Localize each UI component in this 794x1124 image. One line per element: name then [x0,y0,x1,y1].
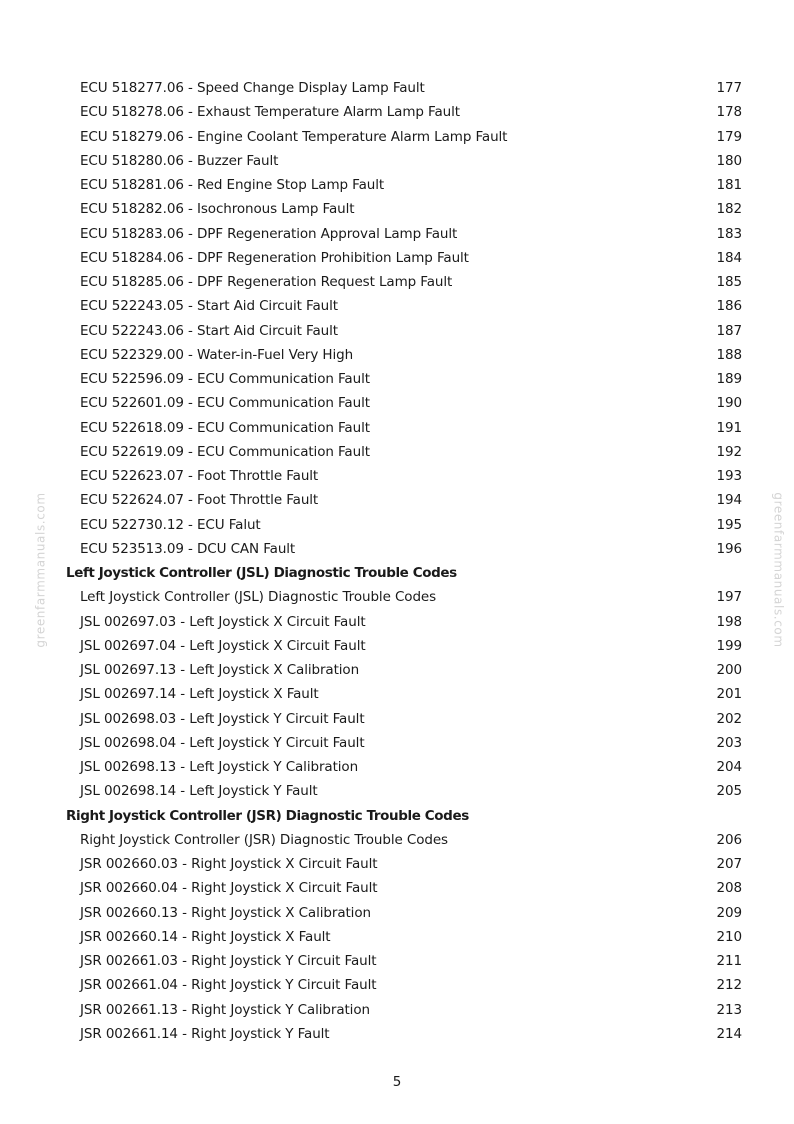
toc-page-number: 208 [716,880,742,897]
toc-page-number: 200 [716,662,742,679]
toc-page-number: 201 [716,686,742,703]
toc-page-number: 182 [716,201,742,218]
toc-entry[interactable] [66,755,742,779]
toc-page-number: 191 [716,419,742,436]
toc-entry[interactable] [66,464,742,488]
toc-entry[interactable] [66,901,742,925]
toc-page-number: 203 [716,734,742,751]
toc-entry-title: ECU 518280.06 - Buzzer Fault [80,152,279,169]
toc-entry-title: ECU 522619.09 - ECU Communication Fault [80,443,370,460]
toc-page-number: 198 [716,613,742,630]
toc-entry-title: ECU 522601.09 - ECU Communication Fault [80,395,370,412]
toc-entry[interactable] [66,973,742,997]
toc-page-number: 199 [716,637,742,654]
toc-entry-title: ECU 518277.06 - Speed Change Display Lamp Fault [80,80,425,97]
toc-entry-title: ECU 518278.06 - Exhaust Temperature Alarm Lamp Fault [80,104,460,121]
toc-entry[interactable] [66,1022,742,1046]
toc-entry-title: ECU 522243.06 - Start Aid Circuit Fault [80,322,338,339]
watermark-left: greenfarmmanuals.com [33,492,48,648]
toc-page-number: 213 [716,1001,742,1018]
toc-entry-title: JSL 002698.04 - Left Joystick Y Circuit Fault [80,734,365,751]
toc-page-number: 193 [716,468,742,485]
toc-entry-title: ECU 518283.06 - DPF Regeneration Approval Lamp Fault [80,225,458,242]
toc-entry[interactable] [66,828,742,852]
toc-entry[interactable] [66,222,742,246]
toc-entry[interactable] [66,876,742,900]
toc-page-number: 187 [716,322,742,339]
toc-entry[interactable] [66,343,742,367]
toc-entry[interactable] [66,294,742,318]
toc-section-heading[interactable] [66,561,742,585]
toc-entry[interactable] [66,585,742,609]
toc-entry[interactable] [66,537,742,561]
toc-entry-title: JSL 002697.13 - Left Joystick X Calibration [80,662,360,679]
toc-entry-title: JSL 002698.03 - Left Joystick Y Circuit Fault [80,710,365,727]
toc-entry-title: JSL 002697.04 - Left Joystick X Circuit Fault [80,637,366,654]
toc-entry[interactable] [66,173,742,197]
toc-page-number: 209 [716,904,742,921]
toc-entry-title: JSR 002661.03 - Right Joystick Y Circuit Fault [80,953,377,970]
toc-entry[interactable] [66,488,742,512]
toc-entry-title: JSR 002660.04 - Right Joystick X Circuit Fault [80,880,378,897]
toc-entry-title: JSR 002660.03 - Right Joystick X Circuit Fault [80,856,378,873]
toc-page-number: 214 [716,1025,742,1042]
toc-entry-title: ECU 522624.07 - Foot Throttle Fault [80,492,319,509]
page-number: 5 [392,1074,402,1090]
toc-page-number: 186 [716,298,742,315]
toc-page-number: 212 [716,977,742,994]
toc-page-number: 205 [716,783,742,800]
toc-page-number: 194 [716,492,742,509]
toc-entry[interactable] [66,658,742,682]
toc-entry-title: ECU 518284.06 - DPF Regeneration Prohibition Lamp Fault [80,249,469,266]
toc-page-number: 210 [716,928,742,945]
toc-entry[interactable] [66,270,742,294]
toc-entry-title: ECU 518282.06 - Isochronous Lamp Fault [80,201,355,218]
toc-entry-title: JSL 002698.13 - Left Joystick Y Calibration [80,759,359,776]
toc-entry-title: JSR 002660.14 - Right Joystick X Fault [80,928,331,945]
toc-page-number: 192 [716,443,742,460]
toc-entry[interactable] [66,440,742,464]
toc-entry[interactable] [66,513,742,537]
toc-entry[interactable] [66,634,742,658]
toc-entry-title: JSL 002698.14 - Left Joystick Y Fault [80,783,318,800]
toc-page-number: 177 [716,80,742,97]
toc-entry[interactable] [66,367,742,391]
toc-page-number: 197 [716,589,742,606]
toc-page-number: 180 [716,152,742,169]
toc-entry-title: JSR 002661.13 - Right Joystick Y Calibration [80,1001,370,1018]
toc-entry-title: ECU 518281.06 - Red Engine Stop Lamp Fault [80,177,385,194]
toc-entry[interactable] [66,319,742,343]
toc-entry[interactable] [66,949,742,973]
toc-heading-title: Right Joystick Controller (JSR) Diagnostic Trouble Codes [66,807,469,824]
toc-entry-title: Left Joystick Controller (JSL) Diagnostic Trouble Codes [80,589,437,606]
toc-page-number: 188 [716,346,742,363]
toc-entry[interactable] [66,779,742,803]
toc-entry-title: ECU 518279.06 - Engine Coolant Temperature Alarm Lamp Fault [80,128,508,145]
toc-page-number: 206 [716,831,742,848]
toc-entry-title: Right Joystick Controller (JSR) Diagnostic Trouble Codes [80,831,448,848]
toc-entry[interactable] [66,197,742,221]
toc-page-number: 184 [716,249,742,266]
toc-entry-title: ECU 523513.09 - DCU CAN Fault [80,540,296,557]
toc-entry-title: ECU 522243.05 - Start Aid Circuit Fault [80,298,338,315]
toc-entry-title: ECU 522618.09 - ECU Communication Fault [80,419,370,436]
toc-entry[interactable] [66,246,742,270]
toc-section-heading[interactable] [66,804,742,828]
toc-entry[interactable] [66,731,742,755]
toc-heading-title: Left Joystick Controller (JSL) Diagnostic Trouble Codes [66,565,457,582]
toc-entry[interactable] [66,707,742,731]
toc-entry[interactable] [66,416,742,440]
toc-entry[interactable] [66,925,742,949]
watermark-right: greenfarmmanuals.com [771,492,786,648]
toc-page-number: 202 [716,710,742,727]
toc-entry[interactable] [66,100,742,124]
toc-page-number: 195 [716,516,742,533]
toc-entry[interactable] [66,610,742,634]
toc-entry[interactable] [66,682,742,706]
toc-entry[interactable] [66,998,742,1022]
toc-page-number: 189 [716,371,742,388]
toc-entry[interactable] [66,125,742,149]
toc-entry[interactable] [66,852,742,876]
toc-entry-title: ECU 522329.00 - Water-in-Fuel Very High [80,346,354,363]
toc-entry-title: ECU 522596.09 - ECU Communication Fault [80,371,370,388]
table-of-contents [66,76,742,1046]
toc-entry-title: JSL 002697.14 - Left Joystick X Fault [80,686,319,703]
toc-entry[interactable] [66,76,742,100]
toc-page-number: 196 [716,540,742,557]
toc-page-number: 178 [716,104,742,121]
toc-page-number: 190 [716,395,742,412]
toc-entry-title: JSR 002661.14 - Right Joystick Y Fault [80,1025,330,1042]
toc-page-number: 207 [716,856,742,873]
toc-page-number: 211 [716,953,742,970]
toc-entry[interactable] [66,149,742,173]
toc-entry-title: JSR 002660.13 - Right Joystick X Calibration [80,904,371,921]
toc-entry-title: ECU 522730.12 - ECU Falut [80,516,261,533]
toc-entry-title: ECU 522623.07 - Foot Throttle Fault [80,468,319,485]
toc-entry-title: JSR 002661.04 - Right Joystick Y Circuit Fault [80,977,377,994]
toc-entry-title: ECU 518285.06 - DPF Regeneration Request Lamp Fault [80,274,453,291]
toc-page-number: 179 [716,128,742,145]
toc-page-number: 181 [716,177,742,194]
toc-entry-title: JSL 002697.03 - Left Joystick X Circuit Fault [80,613,366,630]
toc-page-number: 204 [716,759,742,776]
toc-page-number: 183 [716,225,742,242]
toc-entry[interactable] [66,391,742,415]
toc-page-number: 185 [716,274,742,291]
